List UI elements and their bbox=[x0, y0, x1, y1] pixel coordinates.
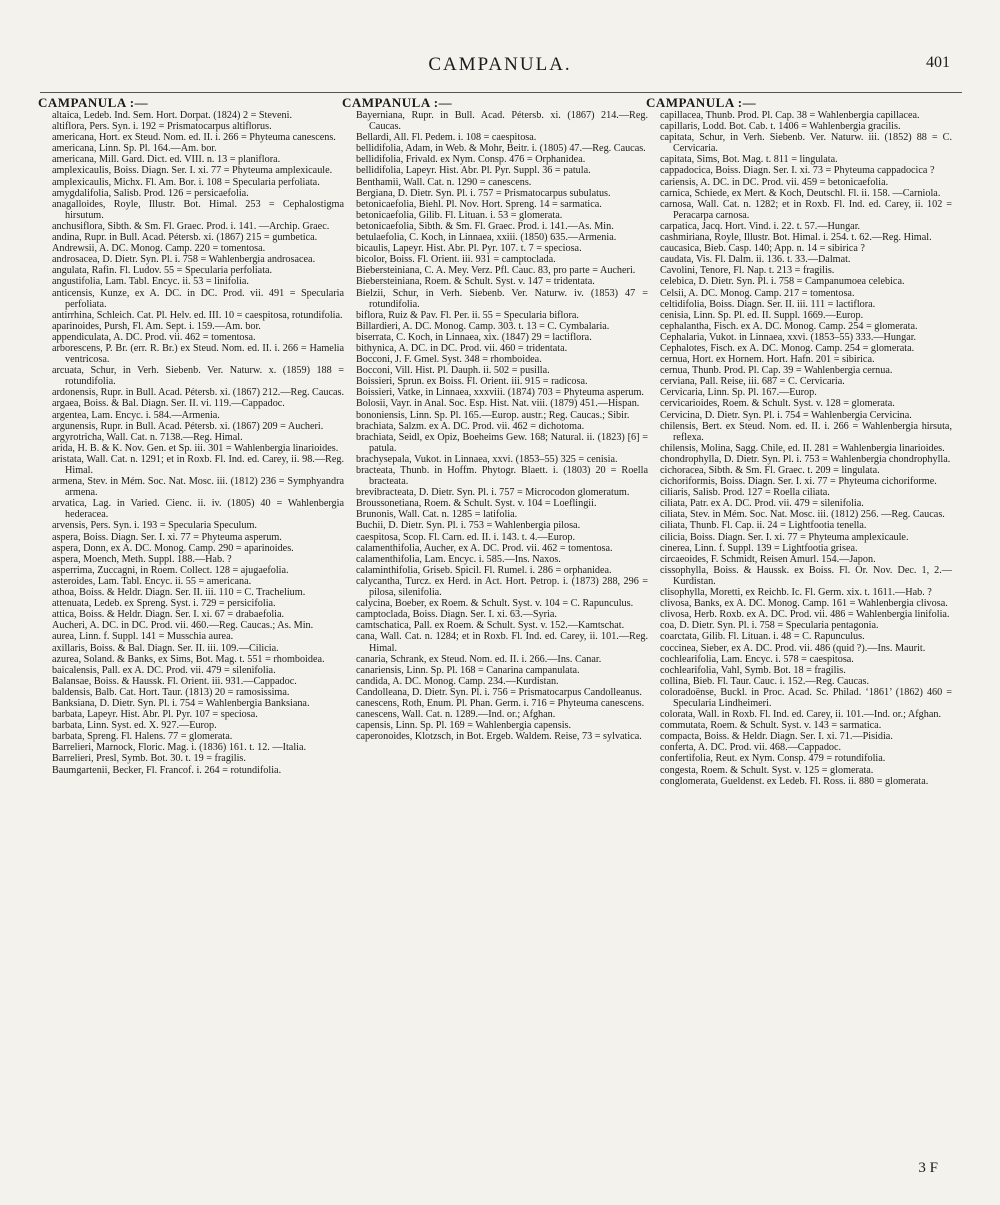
index-entry: Andrewsii, A. DC. Monog. Camp. 220 = tomentosa. bbox=[52, 243, 266, 255]
index-entry: angustifolia, Lam. Tabl. Encyc. ii. 53 = linifolia. bbox=[52, 276, 249, 288]
index-entry: asperrima, Zuccagni, in Roem. Collect. 128 = ajugaefolia. bbox=[52, 564, 289, 576]
index-entry: Boissieri, Sprun. ex Boiss. Fl. Orient. iii. 915 = radicosa. bbox=[356, 376, 588, 388]
index-entry: angulata, Rafin. Fl. Ludov. 55 = Specularia perfoliata. bbox=[52, 265, 273, 277]
index-entry: Bellardi, All. Fl. Pedem. i. 108 = caespitosa. bbox=[356, 132, 537, 144]
index-entry: barbata, Lapeyr. Hist. Abr. Pl. Pyr. 107 = speciosa. bbox=[52, 709, 258, 721]
header-rule bbox=[40, 92, 962, 93]
index-entry: ciliaris, Salisb. Prod. 127 = Roella ciliata. bbox=[660, 487, 830, 499]
index-entry: canescens, Roth, Enum. Pl. Phan. Germ. i. 716 = Phyteuma canescens. bbox=[356, 697, 645, 709]
index-entry: americana, Mill. Gard. Dict. ed. VIII. n. 13 = planiflora. bbox=[52, 154, 281, 166]
index-entry: ciliata, Thunb. Fl. Cap. ii. 24 = Lightfootia tenella. bbox=[660, 520, 867, 532]
index-entry: cephalantha, Fisch. ex A. DC. Monog. Camp. 254 = glomerata. bbox=[660, 320, 918, 332]
index-entry: Candolleana, D. Dietr. Syn. Pl. i. 756 = Prismatocarpus Candolleanus. bbox=[356, 686, 642, 698]
index-entry: americana, Linn. Sp. Pl. 164.—Am. bor. bbox=[52, 143, 217, 155]
index-entry: anagalloides, Royle, Illustr. Bot. Himal. 253 = Cephalostigma hirsutum. bbox=[52, 198, 344, 221]
index-entry: americana, Hort. ex Steud. Nom. ed. II. i. 266 = Phyteuma canescens. bbox=[52, 132, 336, 144]
index-entry: appendiculata, A. DC. Prod. vii. 462 = tomentosa. bbox=[52, 331, 256, 343]
index-entry: Balansae, Boiss. & Haussk. Fl. Orient. iii. 931.—Cappadoc. bbox=[52, 675, 297, 687]
index-entry: Bielzii, Schur, in Verh. Siebenb. Ver. Naturw. iv. (1853) 47 = rotundifolia. bbox=[356, 287, 648, 310]
column-heading: CAMPANULA :— bbox=[38, 95, 149, 110]
index-entry: barbata, Linn. Syst. ed. X. 927.—Europ. bbox=[52, 720, 217, 732]
index-entry: amplexicaulis, Michx. Fl. Am. Bor. i. 108 = Specularia perfoliata. bbox=[52, 176, 320, 188]
index-entry: Bocconi, Vill. Hist. Pl. Dauph. ii. 502 = pusilla. bbox=[356, 365, 550, 377]
index-entry: canaria, Schrank, ex Steud. Nom. ed. II. i. 266.—Ins. Canar. bbox=[356, 653, 602, 665]
index-entry: congesta, Roem. & Schult. Syst. v. 125 = glomerata. bbox=[660, 764, 874, 776]
index-entry: canariensis, Linn. Sp. Pl. 168 = Canarina campanulata. bbox=[356, 664, 580, 676]
index-entry: attica, Boiss. & Heldr. Diagn. Ser. I. xi. 67 = drabaefolia. bbox=[52, 609, 285, 621]
index-entry: betonicaefolia, Gilib. Fl. Lituan. i. 53 = glomerata. bbox=[356, 209, 563, 221]
index-entry: Boissieri, Vatke, in Linnaea, xxxviii. (1874) 703 = Phyteuma asperum. bbox=[356, 387, 644, 399]
index-entry: capillacea, Thunb. Prod. Pl. Cap. 38 = Wahlenbergia capillacea. bbox=[660, 110, 920, 121]
index-entry: Bergiana, D. Dietr. Syn. Pl. i. 757 = Prismatocarpus subulatus. bbox=[356, 187, 611, 199]
index-entry: Biebersteiniana, Roem. & Schult. Syst. v. 147 = tridentata. bbox=[356, 276, 595, 288]
index-entry: cichoriformis, Boiss. Diagn. Ser. I. xi. 77 = Phyteuma cichoriforme. bbox=[660, 476, 937, 488]
index-entry: baldensis, Balb. Cat. Hort. Taur. (1813) 20 = ramosissima. bbox=[52, 686, 290, 698]
index-entry: capillaris, Lodd. Bot. Cab. t. 1406 = Wahlenbergia gracilis. bbox=[660, 121, 901, 133]
index-entry: aspera, Boiss. Diagn. Ser. I. xi. 77 = Phyteuma asperum. bbox=[52, 531, 282, 543]
index-entry: Celsii, A. DC. Monog. Camp. 217 = tomentosa. bbox=[660, 287, 855, 299]
index-entry: barbata, Spreng. Fl. Halens. 77 = glomerata. bbox=[52, 731, 233, 743]
index-entry: armena, Stev. in Mém. Soc. Nat. Mosc. iii. (1812) 236 = Symphyandra armena. bbox=[52, 476, 344, 499]
index-entry: bicaulis, Lapeyr. Hist. Abr. Pl. Pyr. 107. t. 7 = speciosa. bbox=[356, 243, 582, 255]
index-entry: celebica, D. Dietr. Syn. Pl. i. 758 = Campanumoea celebica. bbox=[660, 276, 905, 288]
column-heading: CAMPANULA :— bbox=[646, 95, 757, 110]
index-entry: capitata, Schur, in Verh. Siebenb. Ver. Naturw. iii. (1852) 88 = C. Cervicaria. bbox=[660, 132, 952, 155]
index-entry: camptoclada, Boiss. Diagn. Ser. I. xi. 63.—Syria. bbox=[356, 609, 557, 621]
index-entry: candida, A. DC. Monog. Camp. 234.—Kurdistan. bbox=[356, 675, 559, 687]
index-entry: amygdalifolia, Salisb. Prod. 126 = persicaefolia. bbox=[52, 187, 249, 199]
index-entry: clivosa, Banks, ex A. DC. Monog. Camp. 161 = Wahlenbergia clivosa. bbox=[660, 598, 948, 610]
index-entry: bracteata, Thunb. in Hoffm. Phytogr. Blaett. i. (1803) 20 = Roella bracteata. bbox=[356, 465, 648, 488]
index-entry: circaeoides, F. Schmidt, Reisen Amurl. 154.—Japon. bbox=[660, 553, 876, 565]
index-entry: anticensis, Kunze, ex A. DC. in DC. Prod. vii. 491 = Specularia perfoliata. bbox=[52, 287, 344, 310]
index-entry: cappadocica, Boiss. Diagn. Ser. I. xi. 73 = Phyteuma cappadocica ? bbox=[660, 165, 935, 177]
index-entry: chilensis, Bert. ex Steud. Nom. ed. II. i. 266 = Wahlenbergia hirsuta, reflexa. bbox=[660, 420, 952, 443]
index-entry: cilicia, Boiss. Diagn. Ser. I. xi. 77 = Phyteuma amplexicaule. bbox=[660, 531, 909, 543]
index-entry: brachiata, Seidl, ex Opiz, Boeheims Gew. 168; Natural. ii. (1823) [6] = patula. bbox=[356, 431, 648, 454]
index-entry: Benthamii, Wall. Cat. n. 1290 = canescens. bbox=[356, 176, 532, 188]
index-entry: carpatica, Jacq. Hort. Vind. i. 22. t. 57.—Hungar. bbox=[660, 220, 861, 232]
index-entry: azurea, Soland. & Banks, ex Sims, Bot. Mag. t. 551 = rhomboidea. bbox=[52, 653, 325, 665]
entry-list bbox=[52, 110, 344, 776]
index-entry: androsacea, D. Dietr. Syn. Pl. i. 758 = Wahlenbergia androsacea. bbox=[52, 254, 316, 266]
index-entry: bellidifolia, Adam, in Web. & Mohr, Beitr. i. (1805) 47.—Reg. Caucas. bbox=[356, 143, 646, 155]
index-entry: aristata, Wall. Cat. n. 1291; et in Roxb. Fl. Ind. ed. Carey, ii. 98.—Reg. Himal. bbox=[52, 453, 344, 476]
index-entry: conferta, A. DC. Prod. vii. 468.—Cappadoc. bbox=[660, 742, 842, 754]
index-entry: compacta, Boiss. & Heldr. Diagn. Ser. I. xi. 71.—Pisidia. bbox=[660, 731, 893, 743]
index-entry: capitata, Sims, Bot. Mag. t. 811 = lingulata. bbox=[660, 154, 838, 166]
index-entry: bellidifolia, Frivald. ex Nym. Consp. 476 = Orphanidea. bbox=[356, 154, 586, 166]
index-entry: betulaefolia, C. Koch, in Linnaea, xxiii. (1850) 635.—Armenia. bbox=[356, 232, 617, 244]
index-entry: baicalensis, Pall. ex A. DC. Prod. vii. 479 = silenifolia. bbox=[52, 664, 276, 676]
index-entry: ciliata, Patr. ex A. DC. Prod. vii. 479 = silenifolia. bbox=[660, 498, 864, 510]
index-entry: capensis, Linn. Sp. Pl. 169 = Wahlenbergia capensis. bbox=[356, 720, 572, 732]
index-entry: arvensis, Pers. Syn. i. 193 = Specularia Speculum. bbox=[52, 520, 257, 532]
index-entry: cana, Wall. Cat. n. 1284; et in Roxb. Fl. Ind. ed. Carey, ii. 101.—Reg. Himal. bbox=[356, 631, 648, 654]
index-entry: aurea, Linn. f. Suppl. 141 = Musschia aurea. bbox=[52, 631, 234, 643]
index-entry: Broussonetiana, Roem. & Schult. Syst. v. 104 = Loeflingii. bbox=[356, 498, 597, 510]
index-entry: calycina, Boeber, ex Roem. & Schult. Syst. v. 104 = C. Rapunculus. bbox=[356, 598, 634, 610]
index-entry: arida, H. B. & K. Nov. Gen. et Sp. iii. 301 = Wahlenbergia linarioides. bbox=[52, 442, 339, 454]
index-entry: Barrelieri, Presl, Symb. Bot. 30. t. 19 = fragilis. bbox=[52, 753, 246, 765]
index-entry: biserrata, C. Koch, in Linnaea, xix. (1847) 29 = lactiflora. bbox=[356, 331, 592, 343]
index-entry: Aucheri, A. DC. in DC. Prod. vii. 460.—Reg. Caucas.; As. Min. bbox=[52, 620, 314, 632]
index-entry: calamenthifolia, Aucher, ex A. DC. Prod. vii. 462 = tomentosa. bbox=[356, 542, 613, 554]
index-entry: canescens, Wall. Cat. n. 1289.—Ind. or.; Afghan. bbox=[356, 709, 556, 721]
index-entry: cochlearifolia, Lam. Encyc. i. 578 = caespitosa. bbox=[660, 653, 854, 665]
index-entry: cervicarioides, Roem. & Schult. Syst. v. 128 = glomerata. bbox=[660, 398, 895, 410]
index-entry: coccinea, Sieber, ex A. DC. Prod. vii. 486 (quid ?).—Ins. Maurit. bbox=[660, 642, 926, 654]
signature-mark: 3 F bbox=[918, 1160, 938, 1176]
index-entry: cariensis, A. DC. in DC. Prod. vii. 459 = betonicaefolia. bbox=[660, 176, 889, 188]
index-columns bbox=[38, 95, 958, 1176]
index-entry: cichoracea, Sibth. & Sm. Fl. Graec. t. 209 = lingulata. bbox=[660, 465, 880, 476]
index-entry: Bayerniana, Rupr. in Bull. Acad. Pétersb. xi. (1867) 214.—Reg. Caucas. bbox=[356, 110, 648, 133]
index-entry: arvatica, Lag. in Varied. Cienc. ii. iv. (1805) 40 = Wahlenbergia hederacea. bbox=[52, 498, 344, 521]
index-entry: andina, Rupr. in Bull. Acad. Pétersb. xi. (1867) 215 = gumbetica. bbox=[52, 232, 318, 244]
running-title: CAMPANULA. bbox=[428, 54, 572, 75]
index-entry: betonicaefolia, Biehl. Pl. Nov. Hort. Spreng. 14 = sarmatica. bbox=[356, 198, 602, 210]
index-entry: Bocconi, J. F. Gmel. Syst. 348 = rhomboidea. bbox=[356, 354, 542, 366]
page-header bbox=[0, 48, 1000, 78]
index-entry: bithynica, A. DC. in DC. Prod. vii. 460 = tridentata. bbox=[356, 342, 568, 354]
index-entry: antirrhina, Schleich. Cat. Pl. Helv. ed. III. 10 = caespitosa, rotundifolia. bbox=[52, 309, 343, 321]
index-entry: Baumgartenii, Becker, Fl. Francof. i. 264 = rotundifolia. bbox=[52, 764, 282, 776]
index-entry: argunensis, Rupr. in Bull. Acad. Pétersb. xi. (1867) 209 = Aucheri. bbox=[52, 420, 324, 432]
index-entry: cochlearifolia, Vahl, Symb. Bot. 18 = fragilis. bbox=[660, 664, 846, 676]
index-entry: brachiata, Salzm. ex A. DC. Prod. vii. 462 = dichotoma. bbox=[356, 420, 585, 432]
index-entry: collina, Bieb. Fl. Taur. Cauc. i. 152.—Reg. Caucas. bbox=[660, 675, 870, 687]
index-entry: chondrophylla, D. Dietr. Syn. Pl. i. 753 = Wahlenbergia chondrophylla. bbox=[660, 453, 951, 465]
index-entry: clisophylla, Moretti, ex Reichb. Ic. Fl. Germ. xix. t. 1611.—Hab. ? bbox=[660, 587, 932, 599]
index-entry: conglomerata, Gueldenst. ex Ledeb. Fl. Ross. ii. 880 = glomerata. bbox=[660, 775, 929, 787]
column-2 bbox=[342, 95, 648, 1176]
index-entry: commutata, Roem. & Schult. Syst. v. 143 = sarmatica. bbox=[660, 720, 882, 732]
index-entry: caucasica, Bieb. Casp. 140; App. n. 14 = sibirica ? bbox=[660, 243, 865, 255]
index-entry: coa, D. Dietr. Syn. Pl. i. 758 = Specularia pentagonia. bbox=[660, 620, 879, 632]
index-entry: confertifolia, Reut. ex Nym. Consp. 479 = rotundifolia. bbox=[660, 753, 886, 765]
index-entry: bicolor, Boiss. Fl. Orient. iii. 931 = camptoclada. bbox=[356, 254, 556, 266]
index-entry: altaica, Ledeb. Ind. Sem. Hort. Dorpat. (1824) 2 = Steveni. bbox=[52, 110, 292, 121]
index-entry: arcuata, Schur, in Verh. Siebenb. Ver. Naturw. x. (1859) 188 = rotundifolia. bbox=[52, 365, 344, 388]
index-entry: argaea, Boiss. & Bal. Diagn. Ser. II. vi. 119.—Cappadoc. bbox=[52, 398, 285, 410]
index-entry: Billardieri, A. DC. Monog. Camp. 303. t. 13 = C. Cymbalaria. bbox=[356, 320, 610, 332]
index-entry: cernua, Hort. ex Hornem. Hort. Hafn. 201 = sibirica. bbox=[660, 354, 875, 366]
index-entry: Brunonis, Wall. Cat. n. 1285 = latifolia. bbox=[356, 509, 518, 521]
index-entry: cashmiriana, Royle, Illustr. Bot. Himal. i. 254. t. 62.—Reg. Himal. bbox=[660, 232, 932, 244]
index-entry: argyrotricha, Wall. Cat. n. 7138.—Reg. Himal. bbox=[52, 431, 243, 443]
index-entry: biflora, Ruiz & Pav. Fl. Per. ii. 55 = Specularia biflora. bbox=[356, 309, 579, 321]
index-entry: aparinoides, Pursh, Fl. Am. Sept. i. 159.—Am. bor. bbox=[52, 320, 261, 332]
index-entry: caperonoides, Klotzsch, in Bot. Ergeb. Waldem. Reise, 73 = sylvatica. bbox=[356, 731, 642, 743]
index-entry: Bolosii, Vayr. in Anal. Soc. Esp. Hist. Nat. viii. (1879) 451.—Hispan. bbox=[356, 398, 640, 410]
index-entry: axillaris, Boiss. & Bal. Diagn. Ser. II. iii. 109.—Cilicia. bbox=[52, 642, 279, 654]
column-heading: CAMPANULA :— bbox=[342, 95, 453, 110]
index-entry: Biebersteiniana, C. A. Mey. Verz. Pfl. Cauc. 83, pro parte = Aucheri. bbox=[356, 265, 636, 277]
index-entry: celtidifolia, Boiss. Diagn. Ser. II. iii. 111 = lactiflora. bbox=[660, 298, 876, 310]
index-entry: Cephalaria, Vukot. in Linnaea, xxvi. (1853–55) 333.—Hungar. bbox=[660, 331, 917, 343]
index-entry: carnosa, Wall. Cat. n. 1282; et in Roxb. Fl. Ind. ed. Carey, ii. 102 = Peracarpa carnosa. bbox=[660, 198, 952, 221]
index-entry: calycantha, Turcz. ex Herd. in Act. Hort. Petrop. i. (1873) 288, 296 = pilosa, silenifolia. bbox=[356, 575, 648, 599]
index-entry: cernua, Thunb. Prod. Pl. Cap. 39 = Wahlenbergia cernua. bbox=[660, 365, 893, 377]
index-entry: caudata, Vis. Fl. Dalm. ii. 136. t. 33.—Dalmat. bbox=[660, 254, 851, 266]
entry-list bbox=[660, 110, 952, 787]
index-entry: caespitosa, Scop. Fl. Carn. ed. II. i. 143. t. 4.—Europ. bbox=[356, 531, 575, 543]
index-entry: Cavolini, Tenore, Fl. Nap. t. 213 = fragilis. bbox=[660, 265, 835, 277]
index-entry: aspera, Donn, ex A. DC. Monog. Camp. 290 = aparinoides. bbox=[52, 542, 294, 554]
index-entry: coloradoënse, Buckl. in Proc. Acad. Sc. Philad. ‘1861’ (1862) 460 = Specularia Lindheimeri. bbox=[660, 686, 952, 709]
column-3 bbox=[646, 95, 952, 1176]
index-entry: cissophylla, Boiss. & Haussk. ex Boiss. Fl. Or. Nov. Dec. 1, 2.—Kurdistan. bbox=[660, 564, 952, 587]
index-entry: cerviana, Pall. Reise, iii. 687 = C. Cervicaria. bbox=[660, 376, 845, 388]
index-entry: arborescens, P. Br. (err. R. Br.) ex Steud. Nom. ed. II. i. 266 = Hamelia ventricosa. bbox=[52, 342, 344, 366]
index-entry: Buchii, D. Dietr. Syn. Pl. i. 753 = Wahlenbergia pilosa. bbox=[356, 520, 581, 532]
index-entry: altiflora, Pers. Syn. i. 192 = Prismatocarpus altiflorus. bbox=[52, 121, 272, 133]
index-entry: Cervicaria, Linn. Sp. Pl. 167.—Europ. bbox=[660, 387, 817, 399]
index-entry: asteroides, Lam. Tabl. Encyc. ii. 55 = americana. bbox=[52, 575, 252, 587]
index-entry: bononiensis, Linn. Sp. Pl. 165.—Europ. austr.; Reg. Caucas.; Sibir. bbox=[356, 409, 630, 421]
index-entry: clivosa, Herb. Roxb. ex A. DC. Prod. vii. 486 = Wahlenbergia linifolia. bbox=[660, 609, 950, 621]
index-entry: argentea, Lam. Encyc. i. 584.—Armenia. bbox=[52, 409, 220, 421]
column-1 bbox=[38, 95, 345, 1176]
index-entry: coarctata, Gilib. Fl. Lituan. i. 48 = C. Rapunculus. bbox=[660, 631, 865, 643]
index-entry: Cephalotes, Fisch. ex A. DC. Monog. Camp. 254 = glomerata. bbox=[660, 342, 915, 354]
index-entry: cenisia, Linn. Sp. Pl. ed. II. Suppl. 1669.—Europ. bbox=[660, 309, 864, 321]
index-entry: attenuata, Ledeb. ex Spreng. Syst. i. 729 = persicifolia. bbox=[52, 598, 276, 610]
page-number: 401 bbox=[926, 54, 950, 71]
entry-list bbox=[356, 110, 648, 742]
index-entry: brevibracteata, D. Dietr. Syn. Pl. i. 757 = Microcodon glomeratum. bbox=[356, 487, 630, 499]
index-entry: athoa, Boiss. & Heldr. Diagn. Ser. II. iii. 110 = C. Trachelium. bbox=[52, 587, 306, 599]
index-entry: calaminthifolia, Griseb. Spicil. Fl. Rumel. i. 286 = orphanidea. bbox=[356, 564, 612, 576]
index-entry: Banksiana, D. Dietr. Syn. Pl. i. 754 = Wahlenbergia Banksiana. bbox=[52, 697, 310, 709]
index-entry: Barrelieri, Marnock, Floric. Mag. i. (1836) 161. t. 12. —Italia. bbox=[52, 742, 307, 754]
index-entry: cinerea, Linn. f. Suppl. 139 = Lightfootia grisea. bbox=[660, 542, 858, 554]
index-entry: ardonensis, Rupr. in Bull. Acad. Pétersb. xi. (1867) 212.—Reg. Caucas. bbox=[52, 387, 345, 399]
index-entry: chilensis, Molina, Sagg. Chile, ed. II. 281 = Wahlenbergia linarioides. bbox=[660, 442, 945, 454]
index-entry: Cervicina, D. Dietr. Syn. Pl. i. 754 = Wahlenbergia Cervicina. bbox=[660, 409, 912, 421]
index-entry: betonicaefolia, Sibth. & Sm. Fl. Graec. Prod. i. 141.—As. Min. bbox=[356, 220, 614, 232]
index-entry: anchusiflora, Sibth. & Sm. Fl. Graec. Prod. i. 141. —Archip. Graec. bbox=[52, 220, 330, 232]
index-entry: aspera, Moench, Meth. Suppl. 188.—Hab. ? bbox=[52, 553, 232, 565]
index-entry: bellidifolia, Lapeyr. Hist. Abr. Pl. Pyr. Suppl. 36 = patula. bbox=[356, 165, 591, 177]
index-entry: colorata, Wall. in Roxb. Fl. Ind. ed. Carey, ii. 101.—Ind. or.; Afghan. bbox=[660, 709, 941, 721]
index-entry: camtschatica, Pall. ex Roem. & Schult. Syst. v. 152.—Kamtschat. bbox=[356, 620, 625, 632]
index-entry: ciliata, Stev. in Mém. Soc. Nat. Mosc. iii. (1812) 256. —Reg. Caucas. bbox=[660, 509, 945, 521]
index-entry: amplexicaulis, Boiss. Diagn. Ser. I. xi. 77 = Phyteuma amplexicaule. bbox=[52, 165, 333, 177]
index-entry: carnica, Schiede, ex Mert. & Koch, Deutschl. Fl. ii. 158. —Carniola. bbox=[660, 187, 941, 199]
index-entry: calamenthifolia, Lam. Encyc. i. 585.—Ins. Naxos. bbox=[356, 553, 561, 565]
index-entry: brachysepala, Vukot. in Linnaea, xxvi. (1853–55) 325 = cenisia. bbox=[356, 453, 618, 465]
